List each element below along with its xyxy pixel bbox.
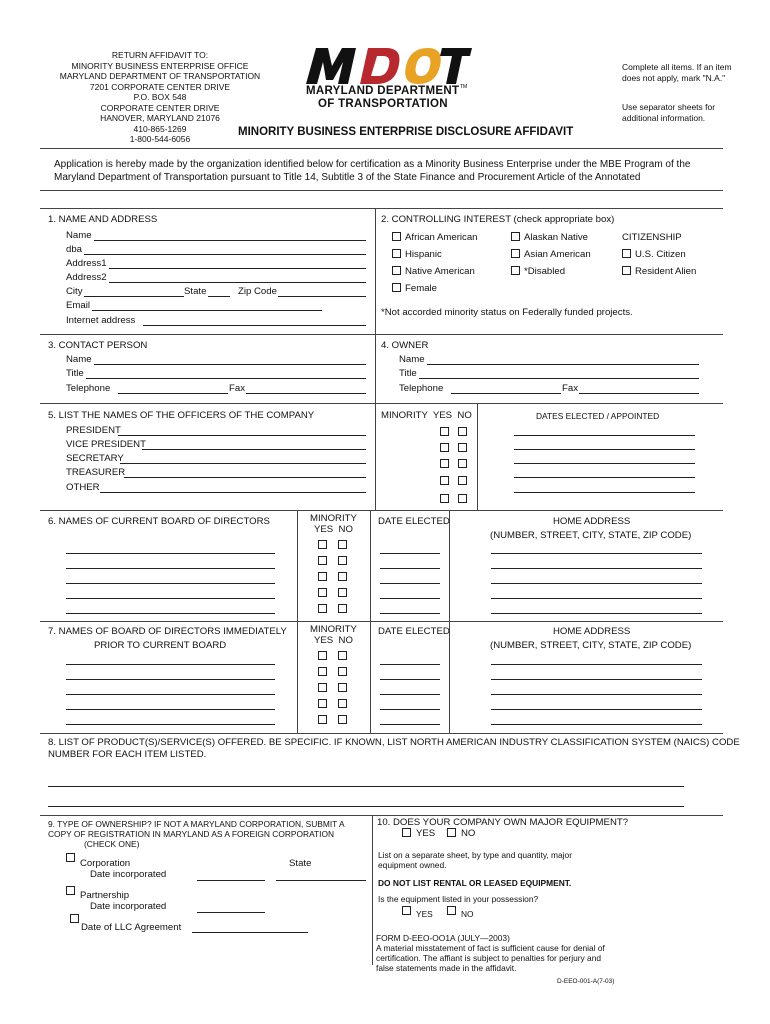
owner-phone-input[interactable] [451, 383, 561, 394]
equipment-no-checkbox[interactable] [447, 828, 456, 837]
owner-name-input[interactable] [427, 354, 699, 365]
officer-vp-label: VICE PRESIDENT [66, 439, 146, 450]
vice-president-input[interactable] [142, 439, 366, 450]
director-5-yes-checkbox[interactable] [318, 604, 327, 613]
divider [375, 208, 376, 403]
prior-director-2-address-input[interactable] [491, 669, 702, 680]
name-input[interactable] [94, 230, 366, 241]
director-1-date-input[interactable] [380, 543, 440, 554]
address1-input[interactable] [109, 258, 366, 269]
prior-director-4-address-input[interactable] [491, 699, 702, 710]
corp-state-label: State [289, 858, 312, 869]
asian-american-checkbox[interactable] [511, 249, 520, 258]
citizenship-heading: CITIZENSHIP [622, 232, 682, 243]
officer-4-yes-checkbox[interactable] [440, 476, 449, 485]
director-2-name-input[interactable] [66, 558, 275, 569]
return-line: RETURN AFFIDAVIT TO: [111, 50, 209, 60]
corporation-checkbox[interactable] [66, 853, 75, 862]
s10-title: 10. DOES YOUR COMPANY OWN MAJOR EQUIPMENT? [377, 817, 629, 828]
divider [477, 403, 478, 510]
director-5-no-checkbox[interactable] [338, 604, 347, 613]
resident-alien-label: Resident Alien [635, 266, 697, 277]
contact-fax-label: Fax [229, 383, 245, 394]
owner-title-label: Title [399, 368, 417, 379]
officer-president-label: PRESIDENT [66, 425, 121, 436]
officer-5-date-input[interactable] [514, 482, 695, 493]
prior-director-4-name-input[interactable] [66, 699, 275, 710]
mdot-logo-mark [302, 42, 474, 88]
s4-title: 4. OWNER [381, 340, 429, 351]
partnership-date-input[interactable] [197, 902, 265, 913]
prior-director-1-address-input[interactable] [491, 654, 702, 665]
prior-director-1-yes-checkbox[interactable] [318, 651, 327, 660]
prior-director-2-name-input[interactable] [66, 669, 275, 680]
partnership-label: Partnership [80, 890, 130, 901]
possession-no-checkbox[interactable] [447, 906, 456, 915]
warning-line-1: A material misstatement of fact is sufficient cause for denial of [376, 943, 605, 953]
s2-title: 2. CONTROLLING INTEREST (check appropriate box) [381, 214, 615, 225]
return-line: MARYLAND DEPARTMENT OF TRANSPORTATION [59, 71, 261, 81]
city-input[interactable] [84, 286, 184, 297]
contact-title-input[interactable] [86, 368, 366, 379]
other-officer-input[interactable] [100, 482, 366, 493]
prior-director-5-yes-checkbox[interactable] [318, 715, 327, 724]
female-checkbox[interactable] [392, 283, 401, 292]
possession-yes-checkbox[interactable] [402, 906, 411, 915]
products-line-1-input[interactable] [48, 776, 684, 787]
s5-dates-heading: DATES ELECTED / APPOINTED [536, 411, 660, 421]
secretary-input[interactable] [120, 453, 366, 464]
director-3-no-checkbox[interactable] [338, 572, 347, 581]
possession-no-label: NO [461, 909, 474, 919]
partnership-checkbox[interactable] [66, 886, 75, 895]
prior-director-1-no-checkbox[interactable] [338, 651, 347, 660]
s8-title: 8. LIST OF PRODUCT(S)/SERVICE(S) OFFERED. BE SPECIFIC. IF KNOWN, LIST NORTH AMERICAN INDUSTRY CLASSIFICATION SYSTEM (NAICS) CODE [48, 737, 740, 748]
prior-director-3-date-input[interactable] [380, 684, 440, 695]
director-4-yes-checkbox[interactable] [318, 588, 327, 597]
s9-title-line2: COPY OF REGISTRATION IN MARYLAND AS A FOREIGN CORPORATION [48, 829, 335, 839]
female-label: Female [405, 283, 437, 294]
divider [40, 815, 723, 816]
state-input[interactable] [208, 286, 230, 297]
s6-date-heading: DATE ELECTED [378, 516, 450, 527]
officer-2-no-checkbox[interactable] [458, 443, 467, 452]
president-input[interactable] [118, 425, 366, 436]
prior-director-4-no-checkbox[interactable] [338, 699, 347, 708]
prior-director-2-yes-checkbox[interactable] [318, 667, 327, 676]
llc-date-input[interactable] [192, 922, 308, 933]
owner-fax-label: Fax [562, 383, 578, 394]
owner-phone-label: Telephone [399, 383, 444, 394]
s5-minority-heading: MINORITY YES NO [381, 410, 472, 421]
s6-minority-heading: MINORITY [310, 513, 357, 524]
possession-yes-label: YES [416, 909, 433, 919]
alaskan-native-label: Alaskan Native [524, 232, 588, 243]
dba-label: dba [66, 244, 83, 255]
form-code: D-EEO-001-A(7-03) [557, 978, 615, 985]
director-5-date-input[interactable] [380, 603, 440, 614]
city-label: City [66, 286, 83, 297]
name-label: Name [66, 230, 92, 241]
prior-director-2-date-input[interactable] [380, 669, 440, 680]
native-american-label: Native American [405, 266, 475, 277]
s6-home-subheading: (NUMBER, STREET, CITY, STATE, ZIP CODE) [490, 530, 692, 541]
s7-minority-heading: MINORITY [310, 624, 357, 635]
treasurer-input[interactable] [124, 467, 366, 478]
divider [40, 148, 723, 149]
intro-text: Application is hereby made by the organization identified below for certification as a Minority Business Enterprise under the MBE Program of the Maryland Department of Transportation pursuant to Title 14, Subtitle 3 of the State Finance and Procurement Article of the Annotated [54, 159, 691, 183]
officer-5-yes-checkbox[interactable] [440, 494, 449, 503]
prior-director-2-no-checkbox[interactable] [338, 667, 347, 676]
equipment-list-instructions: List on a separate sheet, by type and quantity, major [378, 850, 572, 860]
return-line: MINORITY BUSINESS ENTERPRISE OFFICE [71, 60, 249, 71]
director-2-address-input[interactable] [491, 558, 702, 569]
return-line: 7201 CORPORATE CENTER DRIVE [89, 81, 231, 92]
native-american-checkbox[interactable] [392, 266, 401, 275]
director-5-name-input[interactable] [66, 603, 275, 614]
officer-3-no-checkbox[interactable] [458, 459, 467, 468]
s6-yesno-heading: YES NO [314, 524, 353, 535]
llc-checkbox[interactable] [70, 914, 79, 923]
products-line-2-input[interactable] [48, 796, 684, 807]
officer-5-no-checkbox[interactable] [458, 494, 467, 503]
s7-title-line2: PRIOR TO CURRENT BOARD [94, 640, 227, 651]
officer-treasurer-label: TREASURER [66, 467, 126, 478]
equipment-no-label: NO [461, 828, 476, 839]
director-1-yes-checkbox[interactable] [318, 540, 327, 549]
s9-title-line3: (CHECK ONE) [84, 839, 140, 849]
prior-director-5-address-input[interactable] [491, 714, 702, 725]
dba-input[interactable] [84, 244, 366, 255]
prior-director-3-name-input[interactable] [66, 684, 275, 695]
officer-4-date-input[interactable] [514, 467, 695, 478]
divider [375, 403, 376, 510]
form-number: FORM D-EEO-OO1A (JULY—2003) [376, 933, 510, 943]
disabled-checkbox[interactable] [511, 266, 520, 275]
divider [40, 510, 723, 511]
corp-date-label: Date incorporated [90, 869, 167, 880]
alaskan-native-checkbox[interactable] [511, 232, 520, 241]
divider [40, 208, 723, 209]
director-4-address-input[interactable] [491, 588, 702, 599]
director-1-name-input[interactable] [66, 543, 275, 554]
owner-title-input[interactable] [419, 368, 699, 379]
s9-title: 9. TYPE OF OWNERSHIP? IF NOT A MARYLAND CORPORATION, SUBMIT A [48, 819, 345, 829]
director-2-yes-checkbox[interactable] [318, 556, 327, 565]
logo-line-2: OF TRANSPORTATION [318, 98, 448, 110]
divider [40, 403, 723, 404]
corp-date-input[interactable] [197, 870, 265, 881]
us-citizen-label: U.S. Citizen [635, 249, 686, 260]
s6-title: 6. NAMES OF CURRENT BOARD OF DIRECTORS [48, 516, 270, 527]
officer-secretary-label: SECRETARY [66, 453, 124, 464]
prior-director-3-no-checkbox[interactable] [338, 683, 347, 692]
director-4-name-input[interactable] [66, 588, 275, 599]
equipment-list-instructions-2: equipment owned. [378, 860, 447, 870]
director-5-address-input[interactable] [491, 603, 702, 614]
director-4-no-checkbox[interactable] [338, 588, 347, 597]
return-line: 410-865-1269 [133, 123, 187, 134]
s7-date-heading: DATE ELECTED [378, 626, 450, 637]
contact-fax-input[interactable] [246, 383, 366, 394]
prior-director-1-name-input[interactable] [66, 654, 275, 665]
address1-label: Address1 [66, 258, 107, 269]
return-line: P.O. BOX 548 [133, 92, 187, 102]
officer-other-label: OTHER [66, 482, 100, 493]
african-american-label: African American [405, 232, 478, 243]
officer-4-no-checkbox[interactable] [458, 476, 467, 485]
corp-state-input[interactable] [276, 870, 366, 881]
director-2-date-input[interactable] [380, 558, 440, 569]
prior-director-4-date-input[interactable] [380, 699, 440, 710]
officer-1-date-input[interactable] [514, 425, 695, 436]
s1-title: 1. NAME AND ADDRESS [48, 214, 158, 225]
s3-title: 3. CONTACT PERSON [48, 340, 148, 351]
contact-phone-label: Telephone [66, 383, 111, 394]
return-line: CORPORATE CENTER DRIVE [100, 102, 220, 113]
divider [40, 621, 723, 622]
director-3-date-input[interactable] [380, 573, 440, 584]
hispanic-label: Hispanic [405, 249, 442, 260]
equipment-yes-label: YES [416, 828, 436, 839]
african-american-checkbox[interactable] [392, 232, 401, 241]
warning-line-2: certification. The affiant is subject to penalties for perjury and [376, 953, 602, 963]
divider [40, 190, 723, 191]
address2-label: Address2 [66, 272, 107, 283]
prior-director-3-yes-checkbox[interactable] [318, 683, 327, 692]
s7-yesno-heading: YES NO [314, 635, 353, 646]
contact-name-input[interactable] [94, 354, 366, 365]
zip-input[interactable] [278, 286, 366, 297]
internet-input[interactable] [143, 315, 366, 326]
email-input[interactable] [92, 300, 322, 311]
mdot-logo [302, 42, 474, 114]
officer-2-date-input[interactable] [514, 439, 695, 450]
svg-text:TM: TM [460, 84, 468, 88]
email-label: Email [66, 300, 90, 311]
logo-line-1: MARYLAND DEPARTMENT [306, 85, 460, 97]
partnership-date-label: Date incorporated [90, 901, 167, 912]
internet-label: Internet address [66, 315, 136, 326]
contact-phone-input[interactable] [118, 383, 228, 394]
equipment-yes-checkbox[interactable] [402, 828, 411, 837]
director-3-yes-checkbox[interactable] [318, 572, 327, 581]
director-2-no-checkbox[interactable] [338, 556, 347, 565]
return-line: HANOVER, MARYLAND 21076 [100, 113, 220, 123]
divider [40, 733, 723, 734]
s6-home-heading: HOME ADDRESS [553, 516, 631, 527]
s2-footnote: *Not accorded minority status on Federally funded projects. [381, 307, 633, 318]
zip-label: Zip Code [238, 286, 277, 297]
officer-1-yes-checkbox[interactable] [440, 427, 449, 436]
prior-director-1-date-input[interactable] [380, 654, 440, 665]
possession-question: Is the equipment listed in your possession? [378, 894, 539, 904]
s8-title-line2: NUMBER FOR EACH ITEM LISTED. [48, 749, 207, 760]
s7-title: 7. NAMES OF BOARD OF DIRECTORS IMMEDIATELY [48, 626, 287, 637]
prior-director-5-name-input[interactable] [66, 714, 275, 725]
llc-date-label: Date of LLC Agreement [81, 922, 182, 933]
prior-director-4-yes-checkbox[interactable] [318, 699, 327, 708]
s5-title: 5. LIST THE NAMES OF THE OFFICERS OF THE COMPANY [48, 410, 315, 421]
no-rental-notice: DO NOT LIST RENTAL OR LEASED EQUIPMENT. [378, 878, 572, 888]
state-label: State [184, 286, 207, 297]
asian-american-label: Asian American [524, 249, 591, 260]
owner-name-label: Name [399, 354, 425, 365]
director-4-date-input[interactable] [380, 588, 440, 599]
separator-note: Use separator sheets for additional information. [622, 102, 716, 123]
contact-title-label: Title [66, 368, 84, 379]
address2-input[interactable] [109, 272, 366, 283]
contact-name-label: Name [66, 354, 92, 365]
divider [40, 334, 723, 335]
hispanic-checkbox[interactable] [392, 249, 401, 258]
owner-fax-input[interactable] [579, 383, 699, 394]
warning-line-3: false statements made in the affidavit. [376, 963, 517, 973]
director-1-no-checkbox[interactable] [338, 540, 347, 549]
disabled-label: *Disabled [524, 266, 566, 277]
director-3-address-input[interactable] [491, 573, 702, 584]
corporation-label: Corporation [80, 858, 131, 869]
divider [372, 815, 373, 965]
prior-director-5-date-input[interactable] [380, 714, 440, 725]
officer-3-yes-checkbox[interactable] [440, 459, 449, 468]
s7-home-subheading: (NUMBER, STREET, CITY, STATE, ZIP CODE) [490, 640, 692, 651]
return-line: 1-800-544-6056 [129, 134, 191, 144]
director-1-address-input[interactable] [491, 543, 702, 554]
resident-alien-checkbox[interactable] [622, 266, 631, 275]
officer-3-date-input[interactable] [514, 453, 695, 464]
instruction-note: Complete all items. If an item does not apply, mark "N.A." [622, 62, 732, 83]
director-3-name-input[interactable] [66, 573, 275, 584]
officer-2-yes-checkbox[interactable] [440, 443, 449, 452]
officer-1-no-checkbox[interactable] [458, 427, 467, 436]
s7-home-heading: HOME ADDRESS [553, 626, 631, 637]
prior-director-5-no-checkbox[interactable] [338, 715, 347, 724]
prior-director-3-address-input[interactable] [491, 684, 702, 695]
us-citizen-checkbox[interactable] [622, 249, 631, 258]
form-title: MINORITY BUSINESS ENTERPRISE DISCLOSURE AFFIDAVIT [238, 126, 574, 138]
